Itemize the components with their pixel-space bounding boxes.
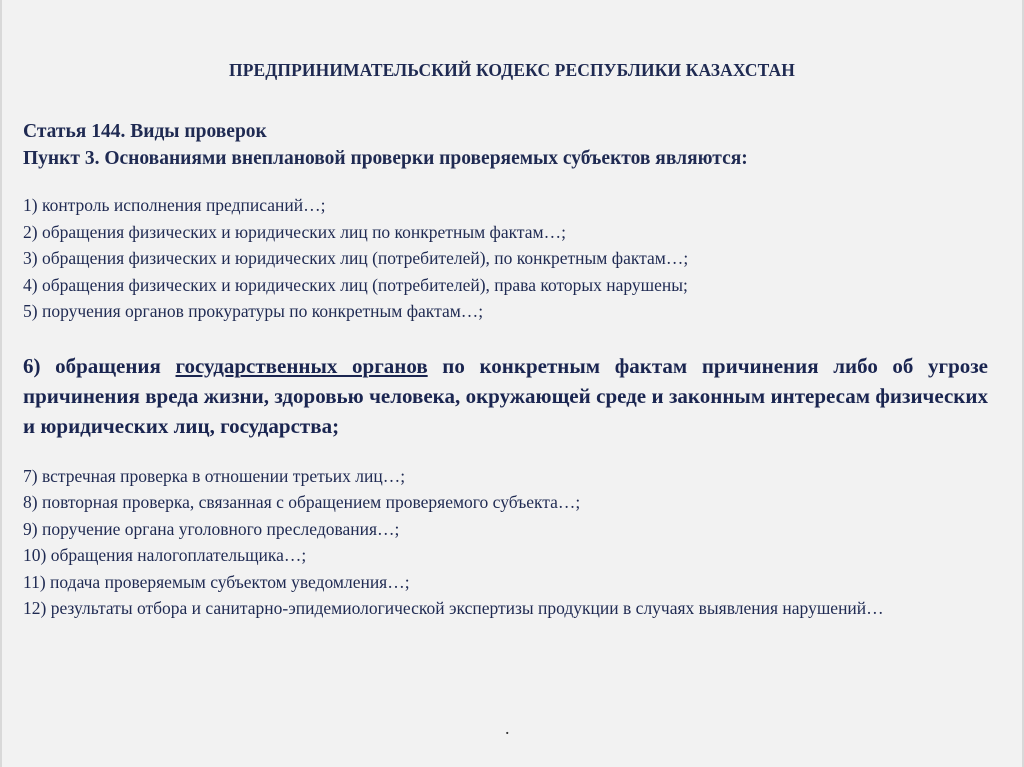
page-title: ПРЕДПРИНИМАТЕЛЬСКИЙ КОДЕКС РЕСПУБЛИКИ КАЗАХСТАН (229, 60, 795, 80)
list-item: 1) контроль исполнения предписаний…; (23, 195, 326, 215)
highlighted-item-6 (23, 351, 988, 441)
list-item: 5) поручения органов прокуратуры по конкретным фактам…; (23, 301, 484, 321)
list-item: 3) обращения физических и юридических лиц (потребителей), по конкретным фактам…; (23, 248, 689, 268)
item6-rest: по конкретным фактам причинения либо об угрозе причинения вреда жизни, здоровью человека, окружающей среде и законным интересам физических и юридических лиц, государства; (23, 353, 989, 438)
list-item: 4) обращения физических и юридических лиц (потребителей), права которых нарушены; (23, 274, 688, 295)
list-item: 10) обращения налогоплательщика…; (23, 545, 307, 565)
grounds-list-1 (23, 192, 988, 325)
item6-underlined: государственных органов (175, 353, 428, 378)
item6-prefix: 6) обращения (23, 353, 176, 378)
list-item: 8) повторная проверка, связанная с обращением проверяемого субъекта…; (23, 492, 581, 512)
list-item: 12) результаты отбора и санитарно-эпидемиологической экспертизы продукции в случаях выявления нарушений… (23, 598, 884, 618)
content (23, 118, 988, 622)
grounds-list-2 (23, 463, 988, 622)
article-heading: Статья 144. Виды проверок (23, 121, 267, 142)
list-item: 2) обращения физических и юридических лиц по конкретным фактам…; (23, 221, 566, 242)
footer-dot: . (505, 718, 510, 738)
list-item: 11) подача проверяемым субъектом уведомления…; (23, 571, 410, 592)
list-item: 9) поручение органа уголовного преследования…; (23, 518, 400, 539)
list-item: 7) встречная проверка в отношении третьих лиц…; (23, 465, 406, 486)
left-border (0, 0, 2, 767)
clause-heading: Пункт 3. Основаниями внеплановой проверки проверяемых субъектов являются: (23, 148, 748, 169)
